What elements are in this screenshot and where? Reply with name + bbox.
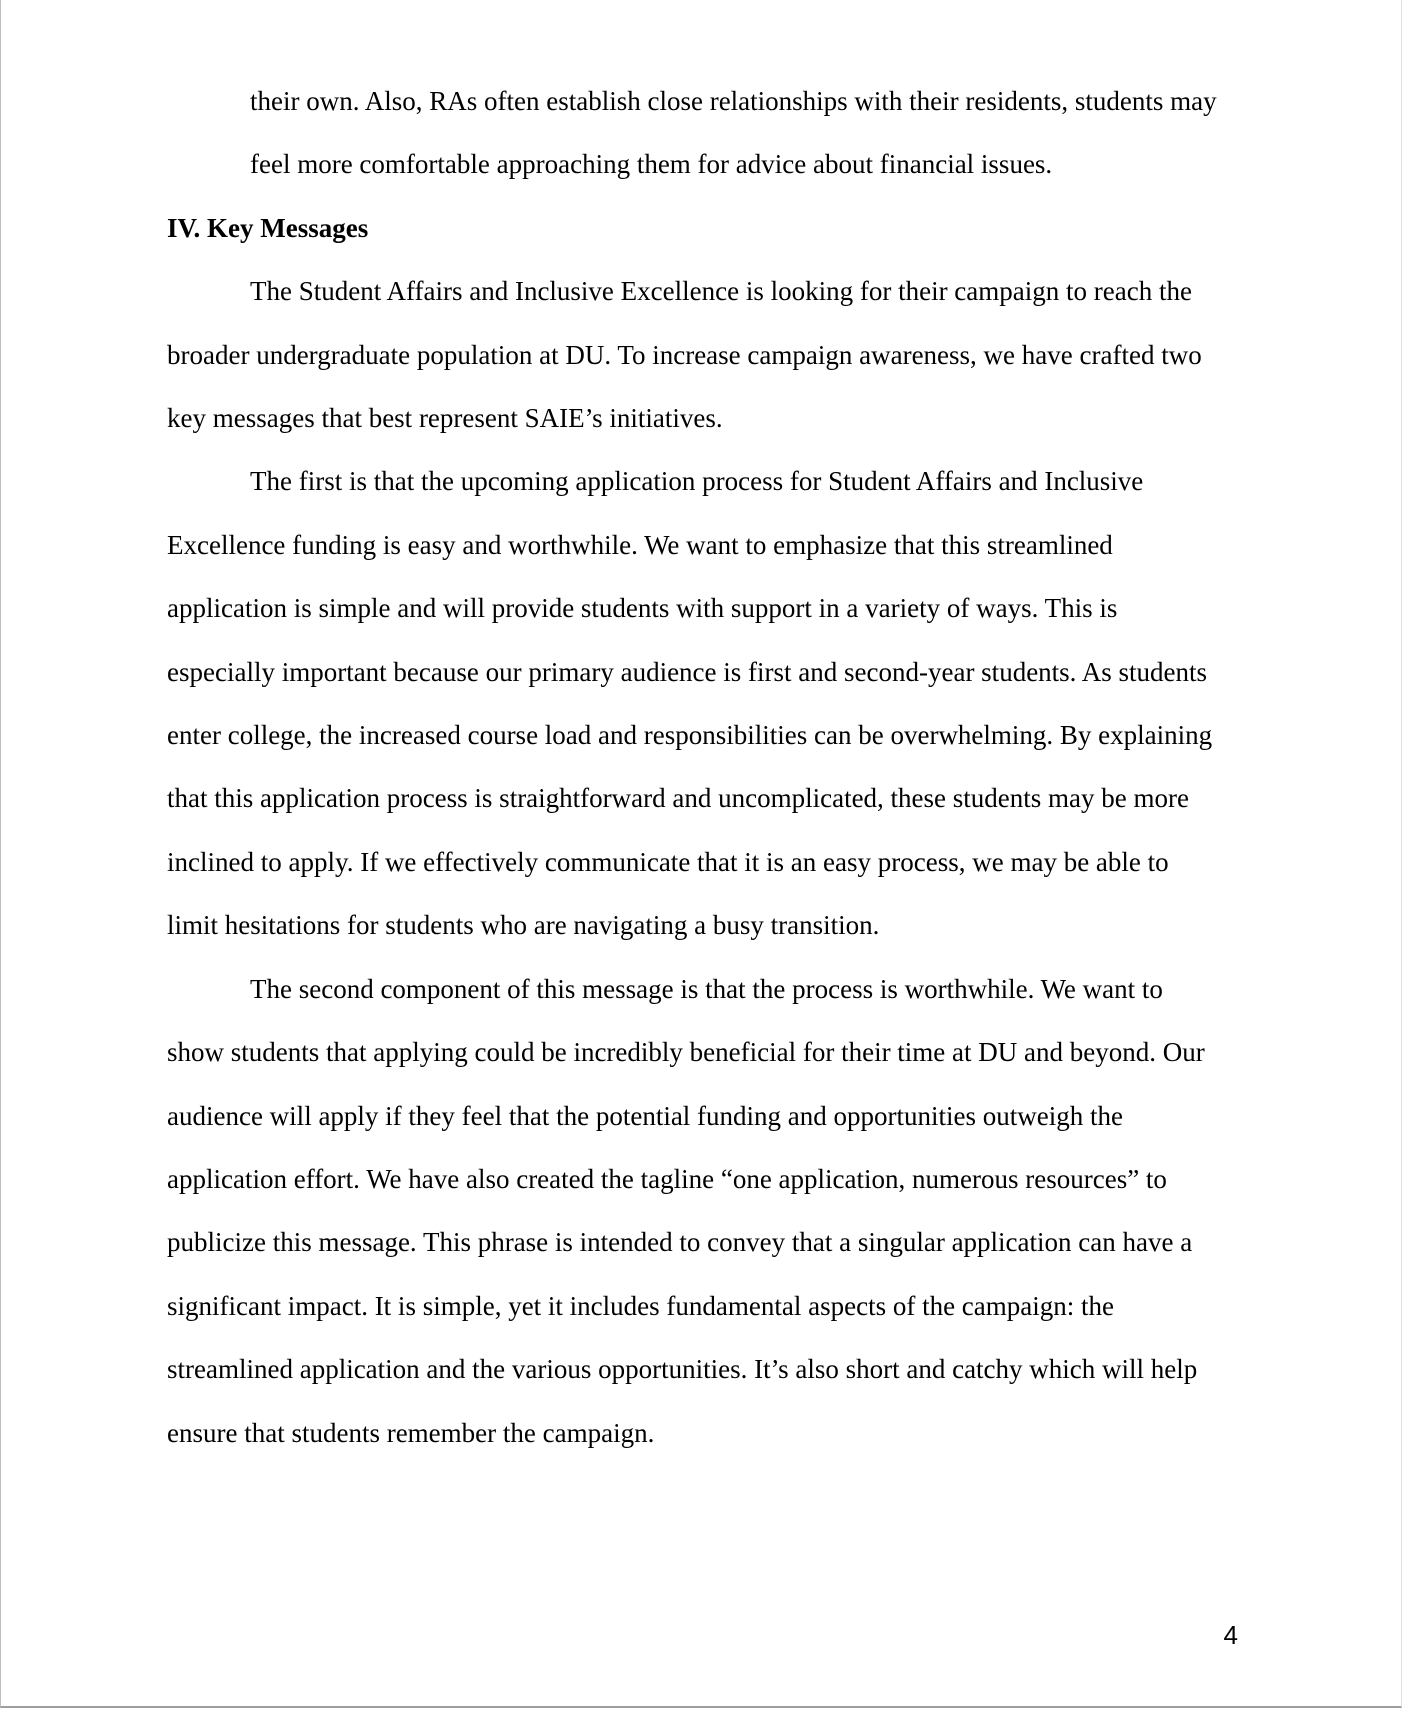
text-line: inclined to apply. If we effectively communicate that it is an easy process, we may be able to bbox=[167, 846, 1169, 877]
text-line: feel more comfortable approaching them for advice about financial issues. bbox=[250, 149, 1053, 180]
page-number: 4 bbox=[1223, 1620, 1238, 1650]
text-line: streamlined application and the various opportunities. It’s also short and catchy which will help bbox=[167, 1354, 1198, 1385]
text-line: The second component of this message is that the process is worthwhile. We want to bbox=[250, 973, 1163, 1004]
text-line: their own. Also, RAs often establish close relationships with their residents, students may bbox=[250, 86, 1217, 116]
text-line: Excellence funding is easy and worthwhile. We want to emphasize that this streamlined bbox=[167, 529, 1113, 560]
page-body bbox=[167, 70, 1247, 1465]
paragraph-second-component bbox=[167, 958, 1247, 1465]
text-line: show students that applying could be incredibly beneficial for their time at DU and beyond. Our bbox=[167, 1037, 1205, 1068]
text-line: key messages that best represent SAIE’s initiatives. bbox=[167, 403, 723, 434]
text-line: publicize this message. This phrase is intended to convey that a singular application can have a bbox=[167, 1227, 1193, 1258]
text-line: application is simple and will provide students with support in a variety of ways. This is bbox=[167, 593, 1118, 624]
text-line: audience will apply if they feel that the potential funding and opportunities outweigh the bbox=[167, 1100, 1123, 1131]
paragraph-intro bbox=[167, 260, 1247, 450]
text-line: that this application process is straightforward and uncomplicated, these students may be more bbox=[167, 783, 1189, 814]
paragraph-first-message bbox=[167, 450, 1247, 957]
text-line: broader undergraduate population at DU. To increase campaign awareness, we have crafted two bbox=[167, 339, 1202, 370]
text-line: The first is that the upcoming application process for Student Affairs and Inclusive bbox=[250, 466, 1144, 497]
text-line: enter college, the increased course load and responsibilities can be overwhelming. By explaining bbox=[167, 720, 1213, 751]
text-line: The Student Affairs and Inclusive Excellence is looking for their campaign to reach the bbox=[250, 276, 1192, 307]
text-line: limit hesitations for students who are navigating a busy transition. bbox=[167, 910, 880, 941]
text-line: application effort. We have also created the tagline “one application, numerous resources” to bbox=[167, 1163, 1167, 1194]
continuation-paragraph bbox=[167, 70, 1247, 197]
text-line: significant impact. It is simple, yet it includes fundamental aspects of the campaign: the bbox=[167, 1290, 1114, 1321]
section-heading: IV. Key Messages bbox=[167, 212, 369, 243]
text-line: ensure that students remember the campaign. bbox=[167, 1417, 655, 1448]
text-line: especially important because our primary audience is first and second-year students. As students bbox=[167, 656, 1207, 687]
